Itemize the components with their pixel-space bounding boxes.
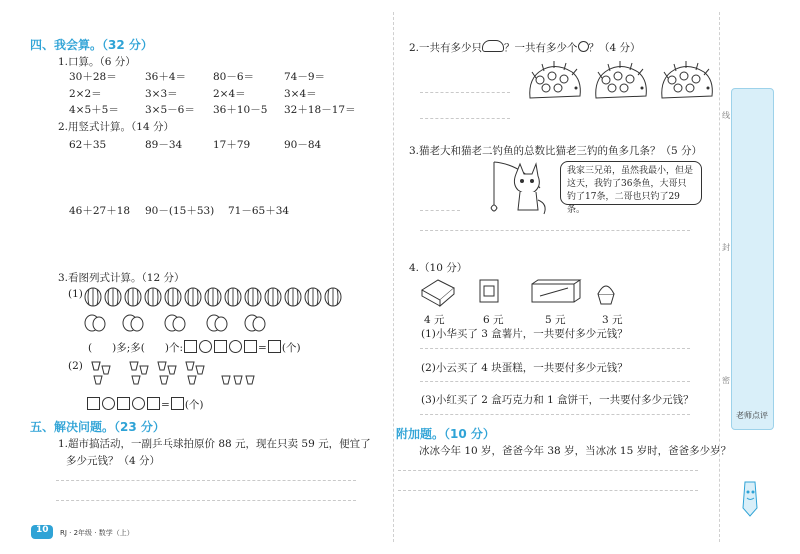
answer-line [420,348,690,349]
answer-line [398,470,698,471]
vertical-problem: 62＋35 [69,139,107,151]
problem-4-title: 4.（10 分） [409,262,468,274]
answer-line [56,500,356,501]
problem-4-q3: (3)小红买了 2 盒巧克力和 1 盒饼干，一共要付多少元钱？ [421,394,694,406]
operator-circle[interactable] [199,340,212,353]
speech-bubble: 我家三兄弟，虽然我最小，但是这天，我钓了36条鱼，大哥只钓了17条，二哥也只钓了29条。 [560,161,702,205]
vertical-problem: 90－(15＋53) [145,205,215,217]
oral-eq: 74－9＝ [284,71,326,83]
teacher-comment-box[interactable] [731,88,774,430]
hedgehogs-picture [526,58,726,110]
fill-blank: )多;多( [112,342,145,354]
operator-circle[interactable] [102,397,115,410]
oral-eq: 36＋4＝ [145,71,187,83]
fruit-group [90,358,270,390]
apple-icon [578,41,589,52]
answer-line [398,490,698,491]
vertical-problem: 46＋27＋18 [69,205,131,217]
oral-eq: 3×4＝ [284,88,317,100]
problem-1-line1: 1.超市搞活动，一副乒乓球拍原价 88 元，现在只卖 59 元，便宜了 [58,438,371,450]
price-label: 4 元 [424,314,445,326]
answer-box[interactable] [171,397,184,410]
teacher-comment-label: 老师点评 [736,411,768,420]
unit-label: (个) [281,342,301,354]
oral-eq: 3×5－6＝ [145,104,195,116]
oral-eq: 4×5＋5＝ [69,104,119,116]
q3-part2-answer: = (个) [86,397,204,412]
page-divider [393,12,394,542]
binding-line [719,12,720,542]
problem-4-q2: (2)小云买了 4 块蛋糕，一共要付多少元钱？ [421,362,628,374]
fill-blank: ( [88,342,93,354]
binding-mark: 封 [722,243,730,252]
melon-row [84,313,284,333]
oral-eq: 3×3＝ [145,88,178,100]
binding-mark: 线 [722,111,730,120]
watermelon-row [84,286,354,308]
price-label: 6 元 [483,314,504,326]
price-label: 3 元 [602,314,623,326]
unit-label: (个) [184,399,204,411]
answer-box[interactable] [117,397,130,410]
section-5-title: 五、解决问题。（23 分） [30,420,165,434]
answer-box[interactable] [147,397,160,410]
answer-line [420,92,510,93]
q3-part1-answer: ( )多;多( )个: = (个) [88,342,301,354]
oral-eq: 32＋18－17＝ [284,104,356,116]
problem-2-text: ？一共有多少个 [504,42,578,54]
answer-line [420,210,460,211]
q1-title: 1.口算。（6 分） [58,56,136,68]
operator-circle[interactable] [132,397,145,410]
part-number: (2) [68,360,83,372]
price-label: 5 元 [545,314,566,326]
oral-eq: 80－6＝ [213,71,255,83]
problem-4-q1: (1)小华买了 3 盒薯片，一共要付多少元钱？ [421,328,628,340]
answer-box[interactable] [244,340,257,353]
products-picture [420,276,620,310]
vertical-problem: 89－34 [145,139,183,151]
operator-circle[interactable] [229,340,242,353]
answer-box[interactable] [184,340,197,353]
q3-title: 3.看图列式计算。（12 分） [58,272,185,284]
hedgehog-icon [482,40,504,52]
binding-mark: 密 [722,376,730,385]
vertical-problem: 17＋79 [213,139,251,151]
cat-fishing-picture [490,160,558,220]
problem-1-line2: 多少元钱？（4 分） [66,455,161,467]
answer-line [420,381,690,382]
oral-eq: 2×2＝ [69,88,102,100]
footer-text: RJ · 2年级 · 数学（上） [60,529,134,537]
oral-eq: 36＋10－5 [213,104,268,116]
vertical-problem: 71－65＋34 [228,205,290,217]
answer-line [420,118,510,119]
answer-box[interactable] [214,340,227,353]
problem-2-text: 2.一共有多少只 [409,42,483,54]
q2-title: 2.用竖式计算。（14 分） [58,121,174,133]
problem-3: 3.猫老大和猫老二钓鱼的总数比猫老三钓的鱼多几条？（5 分） [409,145,703,157]
problem-2 [409,40,641,55]
answer-box[interactable] [87,397,100,410]
page-number: 10 [36,525,49,535]
answer-line [420,414,690,415]
fill-blank: )个: [164,342,184,354]
bonus-title: 附加题。（10 分） [396,427,495,441]
vertical-problem: 90－84 [284,139,322,151]
section-4-title: 四、我会算。（32 分） [30,38,153,52]
oral-eq: 2×4＝ [213,88,246,100]
oral-eq: 30＋28＝ [69,71,117,83]
answer-line [420,230,690,231]
answer-line [56,480,356,481]
bonus-text: 冰冰今年 10 岁，爸爸今年 38 岁，当冰冰 15 岁时，爸爸多少岁？ [419,445,732,457]
problem-2-text: ？（4 分） [588,42,641,54]
part-number: (1) [68,288,83,300]
answer-box[interactable] [268,340,281,353]
pencil-mascot-icon [735,478,765,518]
